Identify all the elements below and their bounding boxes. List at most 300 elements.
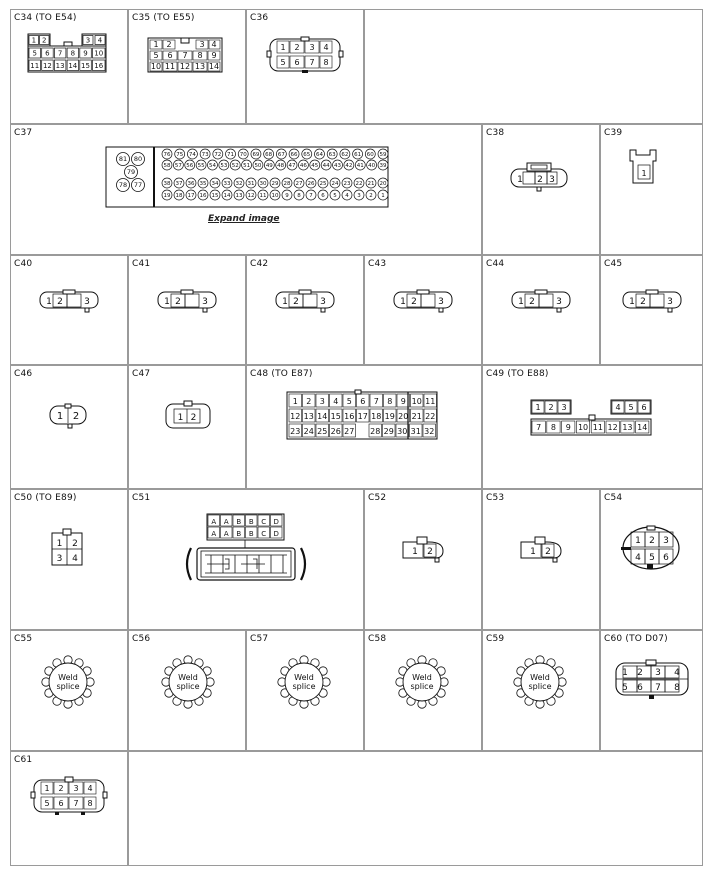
pin-label: 52 xyxy=(231,163,239,169)
pin-label: 13 xyxy=(303,412,314,421)
pin-label: 14 xyxy=(637,423,648,432)
pin-label: 35 xyxy=(199,181,207,187)
pin-label: 15 xyxy=(211,193,219,199)
pin-label: 10 xyxy=(94,49,104,58)
splice-text: Weld xyxy=(58,673,78,682)
pin-label: 3 xyxy=(655,668,661,678)
cell-empty-top xyxy=(364,9,703,124)
connector-label: C53 xyxy=(486,493,505,503)
connector-c40-diagram xyxy=(39,290,101,316)
pin-label: 25 xyxy=(317,427,328,436)
connector-label: C49 (TO E88) xyxy=(486,369,549,379)
connector-label: C35 (TO E55) xyxy=(132,13,195,23)
pin-label: 20 xyxy=(379,181,387,187)
connector-c45-diagram xyxy=(622,290,684,316)
pin-label: 1 xyxy=(412,547,418,557)
pin-label: 6 xyxy=(294,58,300,67)
pin-label: C xyxy=(261,518,267,526)
pin-label: 9 xyxy=(83,49,88,58)
pin-label: 7 xyxy=(655,683,661,693)
pin-label: 7 xyxy=(73,799,79,808)
pin-label: 22 xyxy=(355,181,363,187)
pin-label: 12 xyxy=(247,193,255,199)
connector-label: C40 xyxy=(14,259,33,269)
cell-c59 xyxy=(482,630,600,751)
pin-label: 1 xyxy=(535,403,541,412)
pin-label: 31 xyxy=(247,181,255,187)
connector-c42-diagram xyxy=(275,290,337,316)
connector-label: C44 xyxy=(486,259,505,269)
pin-label: 16 xyxy=(344,412,355,421)
pin-label: 31 xyxy=(410,427,421,436)
connector-c48-diagram xyxy=(287,390,439,442)
pin-label: 18 xyxy=(175,193,183,199)
connector-label: C54 xyxy=(604,493,623,503)
connector-label: C57 xyxy=(250,634,269,644)
splice-text: splice xyxy=(56,682,80,691)
connector-c46-diagram xyxy=(49,404,89,430)
connector-c50-diagram xyxy=(51,528,85,570)
pin-label: 11 xyxy=(425,397,436,406)
pin-label: 1 xyxy=(629,297,635,307)
pin-label: 7 xyxy=(309,58,315,67)
pin-label: 4 xyxy=(345,193,349,199)
splice-text: splice xyxy=(410,682,434,691)
weld-splice-c55 xyxy=(43,657,93,707)
pin-label: 29 xyxy=(383,427,394,436)
pin-label: 59 xyxy=(379,152,387,158)
pin-label: 4 xyxy=(97,36,103,45)
cell-c39 xyxy=(600,124,703,255)
pin-label: 33 xyxy=(223,181,231,187)
pin-label: 2 xyxy=(72,411,80,422)
pin-label: 5 xyxy=(280,58,286,67)
pin-label: 14 xyxy=(208,62,220,71)
pin-label: 78 xyxy=(118,181,128,189)
pin-label: 1 xyxy=(56,539,63,549)
pin-label: 17 xyxy=(357,412,368,421)
pin-label: 6 xyxy=(637,683,643,693)
pin-label: 2 xyxy=(41,36,47,45)
connector-label: C58 xyxy=(368,634,387,644)
pin-label: 23 xyxy=(343,181,351,187)
connector-label: C39 xyxy=(604,128,623,138)
pin-label: 1 xyxy=(400,297,406,307)
pin-label: 2 xyxy=(411,297,417,307)
pin-label: C xyxy=(261,530,267,538)
pin-label: 76 xyxy=(163,152,171,158)
pin-label: 80 xyxy=(133,155,143,163)
connector-c41-diagram xyxy=(157,290,219,316)
pin-label: 3 xyxy=(84,297,90,307)
connector-c60-diagram xyxy=(613,659,693,701)
connector-label: C38 xyxy=(486,128,505,138)
connector-c39-diagram xyxy=(629,149,659,187)
pin-label: 69 xyxy=(252,152,260,158)
cell-c37 xyxy=(10,124,482,255)
pin-label: 1 xyxy=(280,43,286,52)
pin-label: 2 xyxy=(637,668,643,678)
pin-label: 34 xyxy=(211,181,219,187)
pin-label: 7 xyxy=(309,193,313,199)
pin-label: 68 xyxy=(265,152,273,158)
pin-label: 2 xyxy=(649,536,655,546)
pin-label: 2 xyxy=(166,40,172,49)
pin-label: 2 xyxy=(190,413,197,423)
pin-label: 4 xyxy=(674,668,680,678)
connector-c47-diagram xyxy=(165,400,213,432)
splice-text: splice xyxy=(292,682,316,691)
connector-label: C42 xyxy=(250,259,269,269)
pin-label: 5 xyxy=(333,193,337,199)
pin-label: D xyxy=(273,530,279,538)
pin-label: 62 xyxy=(341,152,349,158)
cell-c54 xyxy=(600,489,703,630)
pin-label: 21 xyxy=(367,181,375,187)
pin-label: B xyxy=(236,518,242,526)
pin-label: 2 xyxy=(369,193,373,199)
cell-c60 xyxy=(600,630,703,751)
pin-label: 22 xyxy=(425,412,436,421)
pin-label: 74 xyxy=(188,152,196,158)
pin-label: 8 xyxy=(297,193,301,199)
pin-label: 77 xyxy=(133,181,143,189)
pin-label: 5 xyxy=(628,403,634,412)
pin-label: A xyxy=(211,530,217,538)
pin-label: 5 xyxy=(649,553,655,563)
pin-label: 2 xyxy=(294,43,300,52)
pin-label: 4 xyxy=(87,784,93,793)
pin-label: 7 xyxy=(57,49,63,58)
pin-label: 56 xyxy=(186,163,194,169)
pin-label: 8 xyxy=(323,58,329,67)
pin-label: 3 xyxy=(202,297,208,307)
connector-label: C43 xyxy=(368,259,387,269)
cell-c42 xyxy=(246,255,364,365)
pin-label: 55 xyxy=(197,163,205,169)
pin-label: 2 xyxy=(545,547,551,557)
pin-label: 24 xyxy=(331,181,339,187)
pin-label: 3 xyxy=(56,554,63,564)
pin-label: 6 xyxy=(45,49,50,58)
connector-label: C41 xyxy=(132,259,151,269)
pin-label: 3 xyxy=(309,43,315,52)
cell-c43 xyxy=(364,255,482,365)
pin-label: 24 xyxy=(303,427,314,436)
pin-label: 47 xyxy=(288,163,296,169)
pin-label: 36 xyxy=(187,181,195,187)
pin-label: 6 xyxy=(167,51,173,60)
pin-label: 46 xyxy=(299,163,307,169)
pin-label: 57 xyxy=(174,163,182,169)
pin-label: 1 xyxy=(282,297,288,307)
pin-label: 10 xyxy=(150,62,162,71)
pin-label: 12 xyxy=(607,423,618,432)
pin-label: 3 xyxy=(320,297,326,307)
pin-label: 8 xyxy=(70,49,76,58)
pin-label: 32 xyxy=(235,181,243,187)
pin-label: 17 xyxy=(187,193,195,199)
pin-label: 26 xyxy=(307,181,315,187)
pin-label: 44 xyxy=(322,163,330,169)
pin-label: D xyxy=(273,518,279,526)
pin-label: 60 xyxy=(366,152,374,158)
pin-label: 18 xyxy=(371,412,382,421)
connector-label: C55 xyxy=(14,634,33,644)
pin-label: 28 xyxy=(370,427,381,436)
pin-label: 29 xyxy=(271,181,279,187)
pin-label: 6 xyxy=(58,799,64,808)
connector-c35-diagram xyxy=(148,38,224,74)
pin-label: 4 xyxy=(323,43,329,52)
connector-label: C47 xyxy=(132,369,151,379)
pin-label: 70 xyxy=(239,152,247,158)
pin-label: 38 xyxy=(163,181,171,187)
pin-label: 3 xyxy=(357,193,361,199)
pin-label: 1 xyxy=(153,40,159,49)
connector-label: C34 (TO E54) xyxy=(14,13,77,23)
splice-text: splice xyxy=(176,682,200,691)
connector-label: C36 xyxy=(250,13,269,23)
cell-c58 xyxy=(364,630,482,751)
connector-label: C45 xyxy=(604,259,623,269)
pin-label: 1 xyxy=(517,175,523,185)
connector-label: C50 (TO E89) xyxy=(14,493,77,503)
pin-label: 15 xyxy=(330,412,341,421)
connector-label: C61 xyxy=(14,755,33,765)
connector-c51-diagram xyxy=(185,514,307,584)
pin-label: 4 xyxy=(72,554,78,564)
cell-c51 xyxy=(128,489,364,630)
pin-label: 13 xyxy=(194,62,206,71)
connector-grid xyxy=(10,9,703,866)
pin-label: 1 xyxy=(622,668,628,678)
pin-label: 9 xyxy=(565,423,571,432)
pin-label: 2 xyxy=(293,297,299,307)
pin-label: 4 xyxy=(333,397,339,406)
cell-c48 xyxy=(246,365,482,489)
pin-label: 3 xyxy=(663,536,669,546)
pin-label: 14 xyxy=(317,412,328,421)
pin-label: 1 xyxy=(177,413,184,423)
pin-label: 1 xyxy=(635,536,641,546)
connector-c38-diagram xyxy=(509,163,571,193)
cell-c35 xyxy=(128,9,246,124)
connector-label: C46 xyxy=(14,369,33,379)
weld-splice-c56 xyxy=(163,657,213,707)
pin-label: 2 xyxy=(57,297,63,307)
cell-c38 xyxy=(482,124,600,255)
pin-label: 3 xyxy=(549,175,555,185)
pin-label: 11 xyxy=(164,62,176,71)
pin-label: 1 xyxy=(518,297,524,307)
expand-image-link[interactable]: Expand image xyxy=(208,214,280,224)
cell-c46 xyxy=(10,365,128,489)
pin-label: 11 xyxy=(30,61,40,70)
pin-label: 12 xyxy=(290,412,301,421)
pin-label: 58 xyxy=(163,163,171,169)
pin-label: 16 xyxy=(94,61,104,70)
pin-label: 27 xyxy=(344,427,355,436)
cell-c57 xyxy=(246,630,364,751)
connector-c37-diagram xyxy=(106,147,390,209)
pin-label: 13 xyxy=(235,193,243,199)
pin-label: 9 xyxy=(285,193,289,199)
connector-label: C60 (TO D07) xyxy=(604,634,668,644)
pin-label: 1 xyxy=(641,169,647,178)
weld-splice-c58 xyxy=(397,657,447,707)
pin-label: 23 xyxy=(290,427,301,436)
pin-label: 81 xyxy=(118,155,128,163)
pin-label: 48 xyxy=(277,163,285,169)
pin-label: 25 xyxy=(319,181,327,187)
cell-c47 xyxy=(128,365,246,489)
pin-label: 30 xyxy=(397,427,408,436)
pin-label: 7 xyxy=(536,423,542,432)
pin-label: 6 xyxy=(641,403,647,412)
pin-label: 13 xyxy=(55,61,65,70)
pin-label: 3 xyxy=(556,297,562,307)
connector-c52-diagram xyxy=(401,534,447,564)
pin-label: 14 xyxy=(68,61,78,70)
pin-label: 27 xyxy=(295,181,303,187)
pin-label: 50 xyxy=(254,163,262,169)
pin-label: 8 xyxy=(87,799,93,808)
pin-label: 10 xyxy=(271,193,279,199)
pin-label: 30 xyxy=(259,181,267,187)
pin-label: A xyxy=(211,518,217,526)
pin-label: 8 xyxy=(550,423,556,432)
splice-text: Weld xyxy=(530,673,550,682)
pin-label: 75 xyxy=(176,152,184,158)
pin-label: 8 xyxy=(197,51,203,60)
pin-label: 2 xyxy=(640,297,646,307)
cell-c41 xyxy=(128,255,246,365)
pin-label: 2 xyxy=(427,547,433,557)
pin-label: 7 xyxy=(373,397,379,406)
pin-label: 61 xyxy=(354,152,362,158)
connector-label: C48 (TO E87) xyxy=(250,369,313,379)
pin-label: 37 xyxy=(175,181,183,187)
pin-label: 5 xyxy=(153,51,159,60)
splice-text: Weld xyxy=(412,673,432,682)
cell-c53 xyxy=(482,489,600,630)
connector-c43-diagram xyxy=(393,290,455,316)
pin-label: 3 xyxy=(73,784,79,793)
pin-label: 6 xyxy=(360,397,366,406)
splice-text: Weld xyxy=(294,673,314,682)
pin-label: 9 xyxy=(400,397,406,406)
cell-c50 xyxy=(10,489,128,630)
weld-splice-c57 xyxy=(279,657,329,707)
pin-label: B xyxy=(236,530,242,538)
cell-c61 xyxy=(10,751,128,866)
pin-label: 2 xyxy=(306,397,312,406)
pin-label: 79 xyxy=(126,168,136,176)
pin-label: 2 xyxy=(58,784,64,793)
connector-c44-diagram xyxy=(511,290,573,316)
pin-label: 6 xyxy=(321,193,325,199)
connector-c53-diagram xyxy=(519,534,565,564)
pin-label: 2 xyxy=(529,297,535,307)
pin-label: 1 xyxy=(56,411,64,422)
pin-label: 10 xyxy=(577,423,589,432)
pin-label: 1 xyxy=(164,297,170,307)
pin-label: 21 xyxy=(411,412,422,421)
pin-label: 3 xyxy=(199,40,205,49)
pin-label: 26 xyxy=(330,427,341,436)
connector-label: C56 xyxy=(132,634,151,644)
pin-label: 42 xyxy=(345,163,353,169)
pin-label: 3 xyxy=(561,403,567,412)
connector-c54-diagram xyxy=(619,524,685,574)
pin-label: 1 xyxy=(530,547,536,557)
cell-c40 xyxy=(10,255,128,365)
pin-label: 40 xyxy=(368,163,376,169)
pin-label: 41 xyxy=(356,163,364,169)
connector-label: C37 xyxy=(14,128,33,138)
pin-label: B xyxy=(248,518,254,526)
pin-label: 53 xyxy=(220,163,228,169)
pin-label: 3 xyxy=(667,297,673,307)
pin-label: 1 xyxy=(44,784,50,793)
pin-label: 3 xyxy=(85,36,91,45)
pin-label: 54 xyxy=(208,163,216,169)
pin-label: 5 xyxy=(32,49,37,58)
pin-label: 64 xyxy=(315,152,323,158)
cell-c52 xyxy=(364,489,482,630)
connector-c34-diagram xyxy=(28,34,108,74)
pin-label: 2 xyxy=(175,297,181,307)
pin-label: 11 xyxy=(592,423,603,432)
pin-label: 10 xyxy=(411,397,422,406)
pin-label: 43 xyxy=(334,163,342,169)
splice-text: Weld xyxy=(178,673,198,682)
pin-label: 1 xyxy=(381,193,385,199)
pin-label: 39 xyxy=(379,163,387,169)
pin-label: 1 xyxy=(46,297,52,307)
pin-label: 5 xyxy=(44,799,50,808)
pin-label: 5 xyxy=(346,397,352,406)
pin-label: 4 xyxy=(635,553,641,563)
pin-label: 2 xyxy=(548,403,554,412)
pin-label: 1 xyxy=(292,397,298,406)
pin-label: 4 xyxy=(615,403,621,412)
pin-label: 1 xyxy=(31,36,37,45)
pin-label: 15 xyxy=(81,61,90,70)
pin-label: 13 xyxy=(622,423,633,432)
pin-label: A xyxy=(223,518,229,526)
cell-c36 xyxy=(246,9,364,124)
pin-label: 2 xyxy=(537,175,543,185)
cell-c49 xyxy=(482,365,703,489)
pin-label: 11 xyxy=(259,193,267,199)
connector-label: C51 xyxy=(132,493,151,503)
pin-label: 66 xyxy=(290,152,298,158)
pin-label: B xyxy=(248,530,254,538)
pin-label: 8 xyxy=(674,683,680,693)
connector-label: C52 xyxy=(368,493,387,503)
connector-label: C59 xyxy=(486,634,505,644)
cell-c55 xyxy=(10,630,128,751)
connector-c61-diagram xyxy=(31,776,109,818)
pin-label: 32 xyxy=(424,427,435,436)
pin-label: 12 xyxy=(42,61,52,70)
pin-label: 9 xyxy=(211,51,217,60)
pin-label: 20 xyxy=(398,412,409,421)
pin-label: 5 xyxy=(622,683,628,693)
pin-label: 4 xyxy=(211,40,217,49)
